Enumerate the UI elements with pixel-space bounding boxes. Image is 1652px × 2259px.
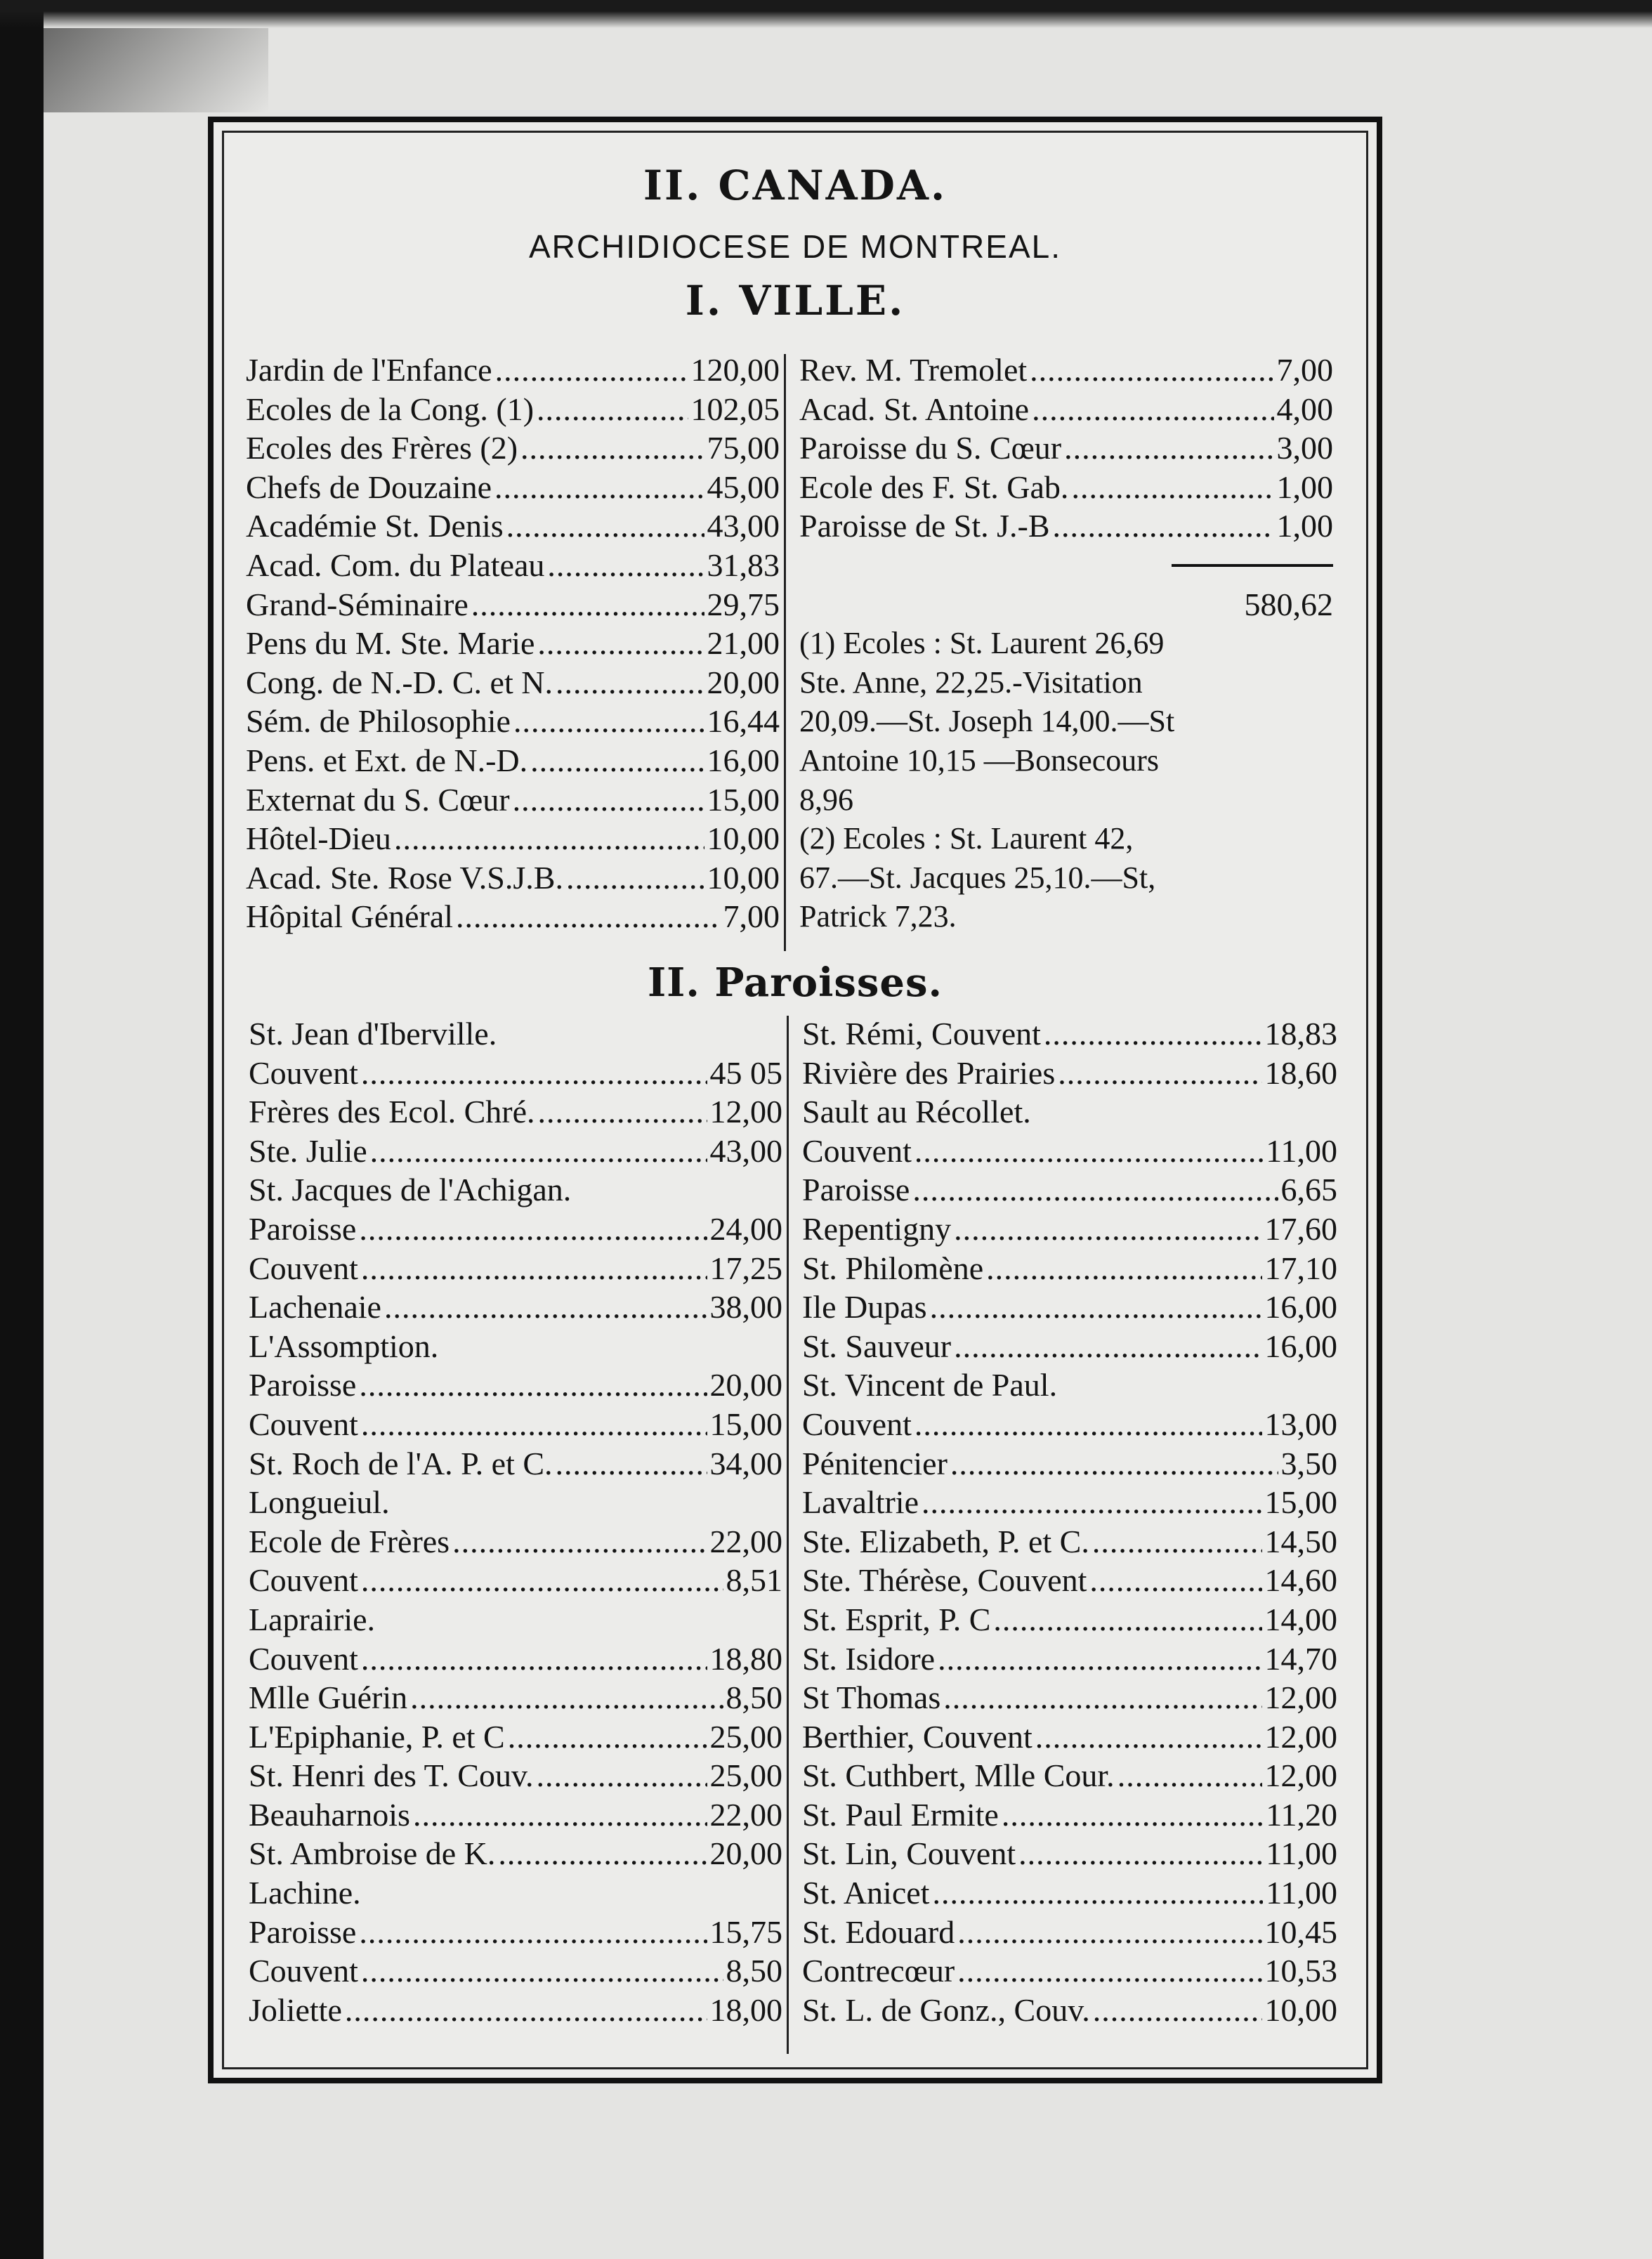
scan-edge-left [0, 0, 44, 2259]
leader-dots [452, 1522, 707, 1561]
entry-amount: 16,00 [1264, 1328, 1337, 1364]
entry-name: Ile Dupas [802, 1289, 927, 1325]
list-item [246, 351, 780, 390]
leader-dots [566, 858, 704, 898]
entry-name: Berthier, Couvent [802, 1718, 1032, 1755]
leader-dots [547, 546, 704, 585]
entry-amount: 20,00 [709, 1835, 782, 1872]
leader-dots [508, 1717, 707, 1757]
leader-dots [1030, 351, 1273, 390]
ville-total: 580,62 [1244, 586, 1333, 622]
leader-dots [359, 1913, 707, 1952]
entry-amount: 10,53 [1264, 1953, 1337, 1989]
list-item [249, 1795, 782, 1835]
leader-dots [359, 1366, 707, 1405]
leader-dots [1117, 1756, 1262, 1795]
entry-name: St. Jacques de l'Achigan. [249, 1172, 572, 1208]
list-heading [249, 1327, 782, 1366]
entry-name: St. Roch de l'A. P. et C. [249, 1445, 553, 1481]
entry-name: Lachine. [249, 1875, 361, 1911]
entry-name: Joliette [249, 1991, 342, 2028]
leader-dots [1092, 1522, 1262, 1561]
list-item [802, 1405, 1337, 1444]
entry-name: St. Cuthbert, Mlle Cour. [802, 1757, 1115, 1794]
list-item [249, 1210, 782, 1249]
entry-name: Paroisse [249, 1913, 357, 1950]
list-item [802, 1288, 1337, 1327]
entry-amount: 15,75 [709, 1913, 782, 1950]
leader-dots [954, 1210, 1261, 1249]
entry-amount: 25,00 [709, 1757, 782, 1794]
list-heading [249, 1873, 782, 1913]
list-item [246, 702, 780, 741]
leader-dots [537, 624, 704, 663]
entry-amount: 3,50 [1280, 1445, 1337, 1481]
list-item [802, 1873, 1337, 1913]
column-divider [787, 1016, 789, 2054]
footnote-line: Patrick 7,23. [799, 899, 957, 934]
entry-name: St. Ambroise de K. [249, 1835, 496, 1872]
list-item [249, 1522, 782, 1561]
ville-notes [799, 624, 1333, 936]
list-item [246, 585, 780, 624]
entry-name: Laprairie. [249, 1601, 376, 1637]
leader-dots [456, 897, 720, 936]
entry-amount: 12,00 [1264, 1718, 1337, 1755]
list-item [802, 1717, 1337, 1757]
list-item [802, 1132, 1337, 1171]
entry-amount: 8,50 [726, 1953, 782, 1989]
footnote-line: Ste. Anne, 22,25.-Visitation [799, 664, 1143, 700]
entry-name: St. Paul Ermite [802, 1796, 999, 1833]
entry-name: Lachenaie [249, 1289, 381, 1325]
leader-dots [1093, 1991, 1262, 2030]
entry-name: Grand-Séminaire [246, 586, 468, 622]
list-item [249, 1639, 782, 1679]
leader-dots [495, 351, 688, 390]
entry-name: Cong. de N.-D. C. et N. [246, 664, 553, 700]
leader-dots [1035, 1717, 1262, 1757]
entry-amount: 22,00 [709, 1796, 782, 1833]
leader-dots [993, 1600, 1261, 1639]
entry-name: Acad. St. Antoine [799, 391, 1030, 427]
entry-amount: 1,00 [1276, 508, 1333, 544]
list-item [246, 428, 780, 468]
leader-dots [1071, 468, 1273, 507]
entry-name: Ecole des F. St. Gab. [799, 469, 1069, 505]
list-item [249, 1678, 782, 1717]
entry-amount: 14,00 [1264, 1601, 1337, 1637]
list-item [249, 1913, 782, 1952]
list-heading [802, 1092, 1337, 1132]
entry-name: Rivière des Prairies [802, 1054, 1056, 1091]
entry-amount: 14,60 [1264, 1562, 1337, 1599]
entry-name: Couvent [249, 1953, 358, 1989]
entry-amount: 18,60 [1264, 1054, 1337, 1091]
entry-amount: 12,00 [709, 1094, 782, 1130]
entry-name: Couvent [249, 1562, 358, 1599]
entry-name: Pens du M. Ste. Marie [246, 625, 535, 662]
leader-dots [932, 1873, 1263, 1913]
list-item [246, 624, 780, 663]
entry-amount: 43,00 [709, 1132, 782, 1169]
list-item [249, 1054, 782, 1093]
leader-dots [1064, 428, 1273, 468]
list-heading [249, 1014, 782, 1054]
entry-amount: 18,00 [709, 1991, 782, 2028]
list-item [246, 506, 780, 546]
ville-right-list [799, 351, 1333, 546]
list-item [802, 1991, 1337, 2030]
entry-name: Externat du S. Cœur [246, 781, 510, 818]
subsection-title-ville: I. VILLE. [685, 277, 905, 325]
entry-amount: 16,00 [707, 742, 780, 778]
list-item [249, 1249, 782, 1288]
leader-dots [361, 1054, 707, 1093]
list-item [246, 546, 780, 585]
entry-amount: 8,51 [726, 1562, 782, 1599]
list-item [802, 1561, 1337, 1600]
list-item [802, 1444, 1337, 1484]
list-item [249, 1991, 782, 2030]
footnote-line: 20,09.—St. Joseph 14,00.—St [799, 704, 1175, 739]
entry-amount: 10,00 [707, 820, 780, 857]
entry-amount: 10,45 [1264, 1913, 1337, 1950]
entry-name: St. Vincent de Paul. [802, 1367, 1058, 1403]
list-item [802, 1600, 1337, 1639]
list-item [802, 1834, 1337, 1873]
entry-name: Couvent [249, 1250, 358, 1286]
list-item [799, 506, 1333, 546]
entry-amount: 10,00 [1264, 1991, 1337, 2028]
entry-amount: 17,25 [709, 1250, 782, 1286]
entry-amount: 20,00 [707, 664, 780, 700]
entry-amount: 45 05 [709, 1054, 782, 1091]
list-item [249, 1288, 782, 1327]
leader-dots [410, 1678, 723, 1717]
entry-name: St. Anicet [802, 1875, 930, 1911]
entry-name: Hôtel-Dieu [246, 820, 391, 857]
list-item [246, 858, 780, 898]
leader-dots [1002, 1795, 1263, 1835]
entry-amount: 18,80 [709, 1640, 782, 1677]
list-item [249, 1405, 782, 1444]
entry-amount: 31,83 [707, 546, 780, 583]
leader-dots [556, 1444, 707, 1484]
leader-dots [912, 1170, 1278, 1210]
list-item [249, 1366, 782, 1405]
entry-amount: 34,00 [709, 1445, 782, 1481]
leader-dots [361, 1639, 707, 1679]
entry-amount: 4,00 [1276, 391, 1333, 427]
list-item [799, 468, 1333, 507]
list-item [802, 1678, 1337, 1717]
list-heading [249, 1600, 782, 1639]
total-rule [799, 546, 1333, 585]
entry-name: St. L. de Gonz., Couv. [802, 1991, 1090, 2028]
list-item [802, 1054, 1337, 1093]
entry-name: Hôpital Général [246, 898, 454, 935]
entry-name: Paroisse de St. J.-B [799, 508, 1050, 544]
entry-amount: 15,00 [707, 781, 780, 818]
entry-amount: 14,70 [1264, 1640, 1337, 1677]
leader-dots [954, 1327, 1261, 1366]
entry-name: Rev. M. Tremolet [799, 352, 1028, 388]
footnote-line: (1) Ecoles : St. Laurent 26,69 [799, 626, 1165, 661]
entry-amount: 16,00 [1264, 1289, 1337, 1325]
entry-amount: 25,00 [709, 1718, 782, 1755]
leader-dots [471, 585, 704, 624]
leader-dots [520, 428, 704, 468]
leader-dots [1032, 390, 1273, 429]
entry-name: St. Lin, Couvent [802, 1835, 1016, 1872]
entry-amount: 8,50 [726, 1679, 782, 1716]
entry-amount: 43,00 [707, 508, 780, 544]
leader-dots [957, 1951, 1261, 1991]
list-item [799, 390, 1333, 429]
list-item [799, 351, 1333, 390]
entry-amount: 15,00 [1264, 1484, 1337, 1521]
entry-amount: 11,00 [1266, 1132, 1337, 1169]
entry-amount: 10,00 [707, 859, 780, 896]
archdiocese-title: ARCHIDIOCESE DE MONTREAL. [529, 228, 1061, 265]
footnote-line: (2) Ecoles : St. Laurent 42, [799, 821, 1134, 856]
subsection-title-paroisses: II. Paroisses. [647, 960, 943, 1006]
scan-shadow [44, 28, 268, 112]
entry-amount: 18,83 [1264, 1016, 1337, 1052]
list-item [802, 1913, 1337, 1952]
entry-name: Frères des Ecol. Chré. [249, 1094, 535, 1130]
entry-amount: 22,00 [709, 1523, 782, 1559]
entry-amount: 12,00 [1264, 1757, 1337, 1794]
list-item [802, 1483, 1337, 1522]
leader-dots [914, 1132, 1263, 1171]
list-item [249, 1444, 782, 1484]
entry-amount: 45,00 [707, 469, 780, 505]
leader-dots [1018, 1834, 1263, 1873]
entry-amount: 11,20 [1266, 1796, 1337, 1833]
entry-amount: 21,00 [707, 625, 780, 662]
leader-dots [938, 1639, 1261, 1679]
entry-name: Repentigny [802, 1210, 952, 1247]
entry-name: Paroisse [802, 1172, 910, 1208]
entry-amount: 17,60 [1264, 1210, 1337, 1247]
entry-name: Paroisse du S. Cœur [799, 430, 1062, 466]
paroisses-right-column [802, 1014, 1337, 2029]
entry-name: Couvent [802, 1406, 912, 1442]
entry-amount: 16,44 [707, 703, 780, 740]
leader-dots [413, 1795, 707, 1835]
entry-name: Ste. Thérèse, Couvent [802, 1562, 1087, 1599]
list-item [249, 1834, 782, 1873]
leader-dots [556, 663, 704, 702]
entry-name: St Thomas [802, 1679, 941, 1716]
list-item [802, 1522, 1337, 1561]
leader-dots [506, 506, 704, 546]
list-item [249, 1951, 782, 1991]
entry-name: Ecole de Frères [249, 1523, 450, 1559]
list-item [802, 1210, 1337, 1249]
list-heading [249, 1483, 782, 1522]
entry-amount: 38,00 [709, 1289, 782, 1325]
entry-name: Pens. et Ext. de N.-D. [246, 742, 528, 778]
entry-name: Ste. Julie [249, 1132, 367, 1169]
list-item [802, 1951, 1337, 1991]
entry-amount: 102,05 [690, 391, 780, 427]
scan-edge-top [0, 0, 1652, 28]
ville-right-column [799, 351, 1333, 936]
list-item [799, 428, 1333, 468]
list-item [802, 1249, 1337, 1288]
list-item [246, 819, 780, 858]
entry-name: St. Philomène [802, 1250, 984, 1286]
leader-dots [922, 1483, 1261, 1522]
entry-amount: 11,00 [1266, 1875, 1337, 1911]
entry-name: St. Rémi, Couvent [802, 1016, 1041, 1052]
list-item [802, 1795, 1337, 1835]
leader-dots [361, 1951, 723, 1991]
entry-name: Sault au Récollet. [802, 1094, 1031, 1130]
list-item [802, 1014, 1337, 1054]
entry-name: Jardin de l'Enfance [246, 352, 492, 388]
leader-dots [384, 1288, 707, 1327]
list-item [246, 897, 780, 936]
list-item [802, 1170, 1337, 1210]
entry-name: Pénitencier [802, 1445, 948, 1481]
footnote-line: Antoine 10,15 —Bonsecours [799, 742, 1160, 778]
leader-dots [536, 1756, 707, 1795]
entry-name: Couvent [249, 1054, 358, 1091]
entry-amount: 3,00 [1276, 430, 1333, 466]
leader-dots [930, 1288, 1262, 1327]
entry-name: Paroisse [249, 1210, 357, 1247]
entry-amount: 120,00 [690, 352, 780, 388]
entry-name: Couvent [249, 1640, 358, 1677]
ville-left-column [246, 351, 780, 936]
leader-dots [361, 1561, 723, 1600]
leader-dots [538, 1092, 707, 1132]
entry-name: Ste. Elizabeth, P. et C. [802, 1523, 1089, 1559]
entry-name: Contrecœur [802, 1953, 955, 1989]
entry-amount: 20,00 [709, 1367, 782, 1403]
leader-dots [1044, 1014, 1262, 1054]
list-item [802, 1639, 1337, 1679]
leader-dots [914, 1405, 1262, 1444]
entry-name: L'Epiphanie, P. et C [249, 1718, 505, 1755]
entry-name: St. Henri des T. Couv. [249, 1757, 534, 1794]
entry-amount: 29,75 [707, 586, 780, 622]
entry-name: Sém. de Philosophie [246, 703, 511, 740]
entry-name: Mlle Guérin [249, 1679, 408, 1716]
list-item [249, 1561, 782, 1600]
entry-name: Beauharnois [249, 1796, 410, 1833]
entry-amount: 14,50 [1264, 1523, 1337, 1559]
list-item [246, 468, 780, 507]
leader-dots [498, 1834, 707, 1873]
entry-name: St. Esprit, P. C [802, 1601, 991, 1637]
entry-name: Lavaltrie [802, 1484, 919, 1521]
list-heading [802, 1366, 1337, 1405]
list-item [246, 741, 780, 780]
list-heading [249, 1170, 782, 1210]
entry-amount: 1,00 [1276, 469, 1333, 505]
list-item [249, 1717, 782, 1757]
leader-dots [513, 780, 704, 820]
entry-name: Couvent [249, 1406, 358, 1442]
list-item [246, 663, 780, 702]
entry-amount: 6,65 [1280, 1172, 1337, 1208]
paroisses-left-column [249, 1014, 782, 2029]
leader-dots [494, 468, 704, 507]
list-item [802, 1327, 1337, 1366]
entry-name: Chefs de Douzaine [246, 469, 492, 505]
entry-amount: 17,10 [1264, 1250, 1337, 1286]
leader-dots [370, 1132, 707, 1171]
entry-amount: 75,00 [707, 430, 780, 466]
leader-dots [394, 819, 704, 858]
entry-amount: 15,00 [709, 1406, 782, 1442]
list-item [249, 1132, 782, 1171]
leader-dots [361, 1405, 707, 1444]
column-divider [784, 354, 786, 951]
entry-name: St. Sauveur [802, 1328, 952, 1364]
entry-name: Académie St. Denis [246, 508, 504, 544]
entry-amount: 24,00 [709, 1210, 782, 1247]
entry-name: St. Isidore [802, 1640, 936, 1677]
list-item [246, 780, 780, 820]
leader-dots [950, 1444, 1278, 1484]
leader-dots [1089, 1561, 1261, 1600]
entry-amount: 7,00 [1276, 352, 1333, 388]
entry-name: L'Assomption. [249, 1328, 439, 1364]
entry-name: Ecoles de la Cong. (1) [246, 391, 535, 427]
footnote-line: 8,96 [799, 782, 853, 817]
list-item [802, 1756, 1337, 1795]
entry-name: St. Edouard [802, 1913, 955, 1950]
leader-dots [359, 1210, 707, 1249]
leader-dots [361, 1249, 707, 1288]
list-item [249, 1756, 782, 1795]
entry-name: St. Jean d'Iberville. [249, 1016, 497, 1052]
leader-dots [530, 741, 704, 780]
leader-dots [943, 1678, 1261, 1717]
entry-name: Ecoles des Frères (2) [246, 430, 518, 466]
section-title: II. CANADA. [643, 162, 948, 209]
leader-dots [513, 702, 704, 741]
entry-name: Longueiul. [249, 1484, 390, 1521]
list-item [246, 390, 780, 429]
entry-amount: 11,00 [1266, 1835, 1337, 1872]
entry-name: Acad. Ste. Rose V.S.J.B. [246, 859, 563, 896]
entry-name: Acad. Com. du Plateau [246, 546, 545, 583]
entry-amount: 13,00 [1264, 1406, 1337, 1442]
list-item [249, 1092, 782, 1132]
leader-dots [537, 390, 688, 429]
leader-dots [345, 1991, 707, 2030]
entry-name: Couvent [802, 1132, 912, 1169]
leader-dots [957, 1913, 1261, 1952]
entry-name: Paroisse [249, 1367, 357, 1403]
footnote-line: 67.—St. Jacques 25,10.—St, [799, 860, 1156, 895]
entry-amount: 7,00 [723, 898, 780, 935]
page-frame [208, 117, 1382, 2083]
entry-amount: 12,00 [1264, 1679, 1337, 1716]
leader-dots [986, 1249, 1261, 1288]
leader-dots [1058, 1054, 1261, 1093]
leader-dots [1053, 506, 1274, 546]
